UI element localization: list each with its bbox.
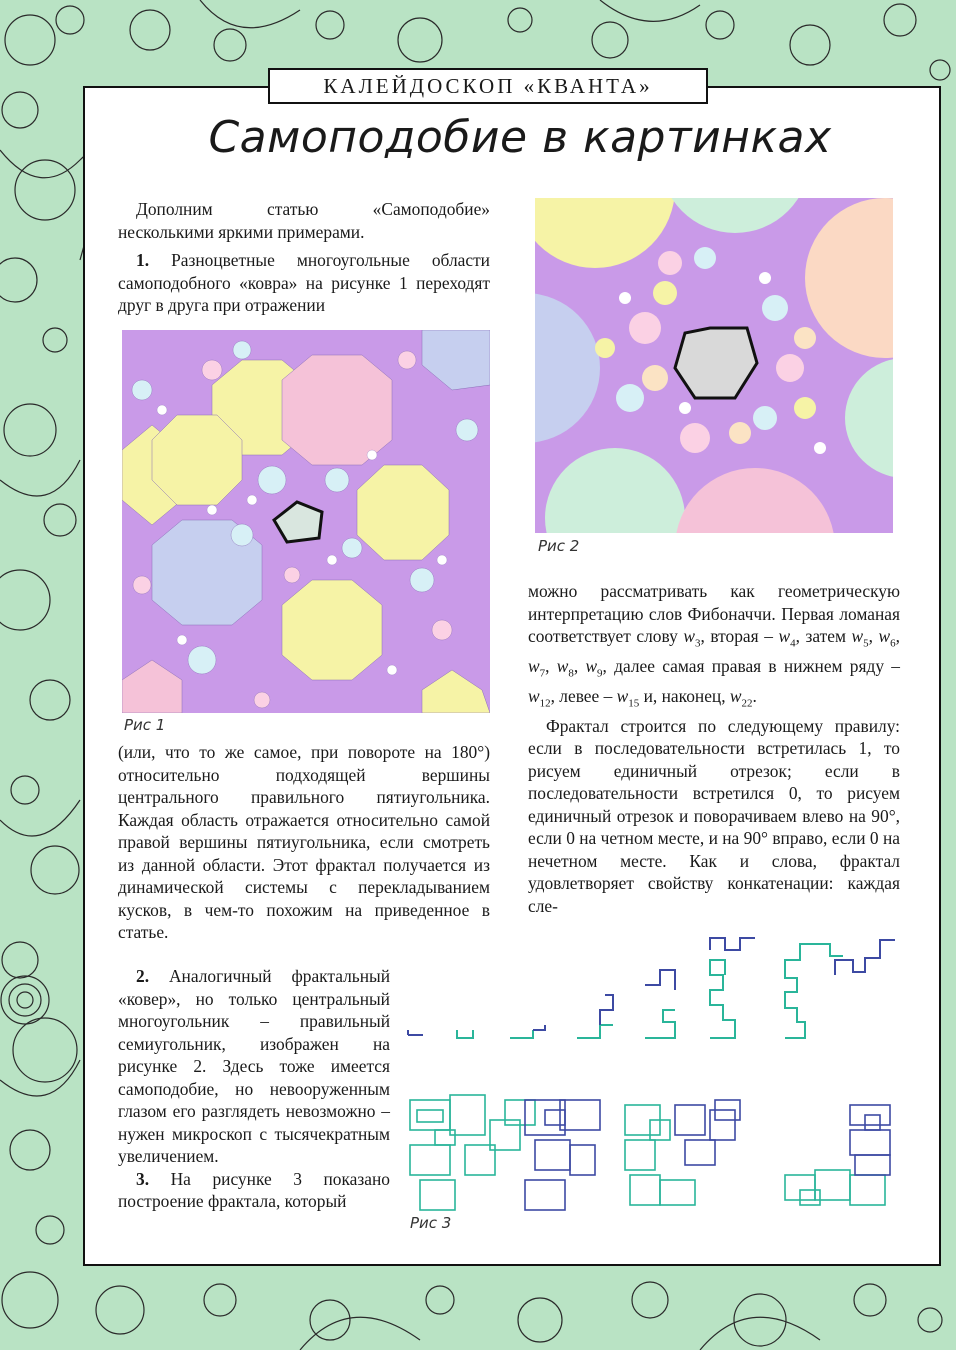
text-run: и, наконец, xyxy=(639,685,730,706)
paragraph-3-text: На рисунке 3 показано построение фрактала, который xyxy=(118,1168,390,1211)
word-symbol: w xyxy=(528,685,540,706)
word-symbol: w xyxy=(729,685,742,706)
word-symbol: w xyxy=(585,655,598,676)
text-run: . xyxy=(752,685,757,706)
text-run: , левее – xyxy=(550,685,617,706)
subscript: 12 xyxy=(539,697,551,710)
word-symbol: w xyxy=(878,626,891,646)
item-number: 1. xyxy=(136,250,150,270)
word-symbol: w xyxy=(683,626,695,646)
subscript: 9 xyxy=(597,667,603,680)
subscript: 7 xyxy=(539,667,546,680)
paragraph-1 xyxy=(118,249,490,317)
item-number: 3. xyxy=(136,1168,150,1189)
subscript: 22 xyxy=(741,697,753,710)
subscript: 15 xyxy=(628,697,640,710)
text-run: , далее самая правая в нижнем ряду – xyxy=(602,655,900,676)
paragraph-1-text: Разноцветные многоугольные области самоподобного «ковра» на рисунке 1 переходят друг в друга при отражении xyxy=(118,250,490,315)
paragraph-2-text: Аналогичный фрактальный «ковер», но только центральный многоугольник – правильный семиугольник, изображен на рисунке 2. Здесь тоже имеется самоподобие, но невооруженным глазом его разглядеть невозможно – нужен микроскоп с тысячекратным увеличением. xyxy=(118,966,390,1166)
word-symbol: w xyxy=(528,655,540,676)
construction-rule-paragraph: Фрактал строится по следующему правилу: если в последовательности встретилась 1, то рисуем единичный отрезок; если в последовательности встретился 0, то рисуем единичный отрезок и поворачиваем влево на 90°, если 0 на четном месте, и на 90° вправо, если 0 на нечетном месте. Как и слова, фрактал удовлетворяет свойству конкатенации: каждая сле- xyxy=(528,715,901,916)
subscript: 3 xyxy=(694,637,701,650)
figure-2-carpet xyxy=(535,198,893,533)
figure-1-carpet xyxy=(122,330,490,713)
figure-3-fibonacci-fractal xyxy=(405,930,900,1215)
paragraph-3 xyxy=(118,1168,390,1213)
word-symbol: w xyxy=(556,655,569,676)
item-number: 2. xyxy=(136,966,150,986)
paragraph-1-continued-text: (или, что то же самое, при повороте на 180°) относительно подходящей вершины центрального правильного пятиугольника. Каждая область отражается относительно самой правой вершины пятиугольника, если смотреть из данной области. Этот фрактал получается из динамической системы с перекладыванием кусков, в чем-то похожим на приведенное в статье. xyxy=(118,742,490,942)
word-symbol: w xyxy=(778,626,791,646)
paragraph-1-continued xyxy=(118,741,490,944)
intro-paragraph xyxy=(118,198,490,317)
right-column-text xyxy=(528,580,900,917)
figure-1-caption: Рис 1 xyxy=(124,716,166,734)
intro-text: Дополним статью «Самоподобие» несколькими яркими примерами. xyxy=(118,199,490,242)
section-rubric: КАЛЕЙДОСКОП «КВАНТА» xyxy=(268,68,708,104)
paragraph-2 xyxy=(118,965,390,1213)
figure-2-caption: Рис 2 xyxy=(538,537,580,555)
word-symbol: w xyxy=(616,685,629,706)
word-symbol: w xyxy=(851,626,864,646)
text-run: можно рассматривать как геометрическую интерпретацию слов Фибоначчи. Первая ломаная соответствует слову xyxy=(528,581,900,646)
fibonacci-paragraph: можно рассматривать как геометрическую интерпретацию слов Фибоначчи. Первая ломаная соответствует слову $w_3$, вторая – $w_4$, затем $w_5$, $w_6$, $w_7$, $w_8$, $w_9$, далее самая правая в нижнем ряду – $w_{12}$, левее – $w_{15}$ и, наконец, $w_{22}$. xyxy=(528,581,900,710)
text-run: , вторая – xyxy=(700,626,779,646)
subscript: 8 xyxy=(568,667,574,680)
text-run: , затем xyxy=(795,626,852,646)
figure-3-caption: Рис 3 xyxy=(410,1214,452,1232)
subscript: 6 xyxy=(890,637,896,650)
subscript: 4 xyxy=(790,637,796,650)
subscript: 5 xyxy=(863,637,869,650)
page-title: Самоподобие в картинках xyxy=(208,112,832,163)
